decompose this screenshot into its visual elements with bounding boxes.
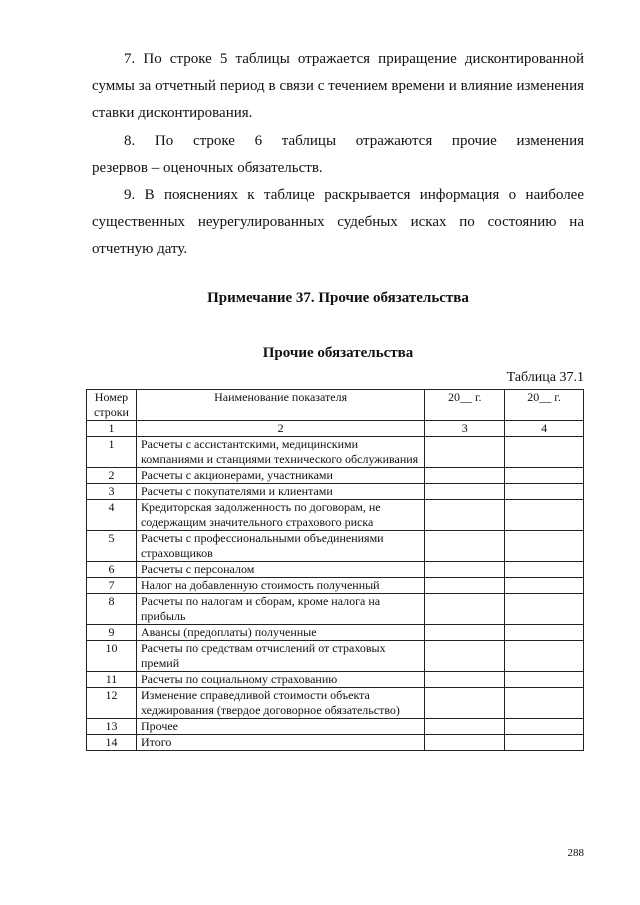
row-indicator-name: Расчеты с персоналом — [136, 562, 424, 578]
table-row — [87, 719, 584, 735]
paragraph-7 — [92, 46, 584, 127]
row-value-year-2 — [505, 594, 584, 625]
row-number: 9 — [87, 625, 137, 641]
table-row — [87, 625, 584, 641]
row-indicator-name: Расчеты с акционерами, участниками — [136, 468, 424, 484]
table-row — [87, 500, 584, 531]
row-value-year-1 — [425, 531, 505, 562]
table-row — [87, 484, 584, 500]
row-value-year-2 — [505, 625, 584, 641]
table-header-row — [87, 390, 584, 421]
header-row-number: Номер строки — [87, 390, 137, 421]
row-value-year-1 — [425, 688, 505, 719]
paragraph-line: резервов – оценочных обязательств. — [92, 160, 323, 176]
row-value-year-1 — [425, 625, 505, 641]
row-value-year-2 — [505, 688, 584, 719]
paragraph-8 — [92, 128, 584, 182]
table-row — [87, 437, 584, 468]
row-indicator-name: Налог на добавленную стоимость полученный — [136, 578, 424, 594]
paragraph-line: 8. По строке 6 таблицы отражаются прочие изменения — [124, 133, 584, 149]
row-value-year-1 — [425, 437, 505, 468]
row-number: 4 — [87, 500, 137, 531]
row-indicator-name: Расчеты по средствам отчислений от страховых премий — [136, 641, 424, 672]
paragraph-line: 7. По строке 5 таблицы отражается приращение дисконтированной — [124, 51, 584, 67]
row-indicator-name: Расчеты с покупателями и клиентами — [136, 484, 424, 500]
row-number: 1 — [87, 437, 137, 468]
row-value-year-1 — [425, 500, 505, 531]
row-number: 3 — [87, 484, 137, 500]
table-row — [87, 578, 584, 594]
row-value-year-2 — [505, 437, 584, 468]
row-number: 12 — [87, 688, 137, 719]
row-value-year-1 — [425, 562, 505, 578]
paragraph-9 — [92, 182, 584, 263]
row-number: 6 — [87, 562, 137, 578]
table-row — [87, 641, 584, 672]
header-year-1: 20__ г. — [425, 390, 505, 421]
row-value-year-2 — [505, 484, 584, 500]
row-number: 8 — [87, 594, 137, 625]
row-indicator-name: Расчеты по социальному страхованию — [136, 672, 424, 688]
column-number: 4 — [505, 421, 584, 437]
row-value-year-1 — [425, 641, 505, 672]
table-row — [87, 562, 584, 578]
column-number: 3 — [425, 421, 505, 437]
paragraph-line: суммы за отчетный период в связи с течением времени и влияние изменения — [92, 78, 584, 94]
row-number: 2 — [87, 468, 137, 484]
paragraph-line: существенных неурегулированных судебных исках по состоянию на — [92, 214, 584, 230]
table-row — [87, 531, 584, 562]
row-value-year-1 — [425, 468, 505, 484]
row-indicator-name: Авансы (предоплаты) полученные — [136, 625, 424, 641]
table-row — [87, 468, 584, 484]
paragraph-line: отчетную дату. — [92, 241, 188, 257]
row-value-year-1 — [425, 719, 505, 735]
row-indicator-name: Расчеты по налогам и сборам, кроме налога на прибыль — [136, 594, 424, 625]
row-value-year-2 — [505, 719, 584, 735]
table-row — [87, 735, 584, 751]
row-number: 14 — [87, 735, 137, 751]
row-value-year-2 — [505, 735, 584, 751]
row-value-year-2 — [505, 578, 584, 594]
row-value-year-2 — [505, 500, 584, 531]
column-number: 2 — [136, 421, 424, 437]
table-body — [87, 437, 584, 751]
row-value-year-2 — [505, 641, 584, 672]
row-number: 5 — [87, 531, 137, 562]
table-numbering-row — [87, 421, 584, 437]
table-label: Таблица 37.1 — [506, 370, 584, 385]
row-indicator-name: Изменение справедливой стоимости объекта хеджирования (твердое договорное обязательство) — [136, 688, 424, 719]
table-row — [87, 672, 584, 688]
header-year-2: 20__ г. — [505, 390, 584, 421]
page-number: 288 — [567, 847, 584, 859]
row-value-year-1 — [425, 484, 505, 500]
column-number: 1 — [87, 421, 137, 437]
row-number: 11 — [87, 672, 137, 688]
row-indicator-name: Расчеты с ассистантскими, медицинскими компаниями и станциями технического обслуживания — [136, 437, 424, 468]
row-number: 10 — [87, 641, 137, 672]
row-value-year-2 — [505, 531, 584, 562]
row-value-year-1 — [425, 672, 505, 688]
row-value-year-2 — [505, 672, 584, 688]
paragraph-line: ставки дисконтирования. — [92, 105, 253, 121]
row-indicator-name: Прочее — [136, 719, 424, 735]
row-number: 13 — [87, 719, 137, 735]
row-indicator-name: Кредиторская задолженность по договорам, не содержащим значительного страхового риска — [136, 500, 424, 531]
row-value-year-2 — [505, 468, 584, 484]
table-title: Прочие обязательства — [262, 345, 414, 361]
row-number: 7 — [87, 578, 137, 594]
row-value-year-1 — [425, 578, 505, 594]
header-indicator-name: Наименование показателя — [136, 390, 424, 421]
note-heading: Примечание 37. Прочие обязательства — [207, 290, 469, 306]
row-value-year-1 — [425, 735, 505, 751]
row-indicator-name: Расчеты с профессиональными объединениями страховщиков — [136, 531, 424, 562]
table-row — [87, 594, 584, 625]
table-row — [87, 688, 584, 719]
row-value-year-1 — [425, 594, 505, 625]
paragraph-line: 9. В пояснениях к таблице раскрывается информация о наиболее — [124, 187, 584, 203]
row-indicator-name: Итого — [136, 735, 424, 751]
row-value-year-2 — [505, 562, 584, 578]
liabilities-table — [86, 389, 584, 751]
